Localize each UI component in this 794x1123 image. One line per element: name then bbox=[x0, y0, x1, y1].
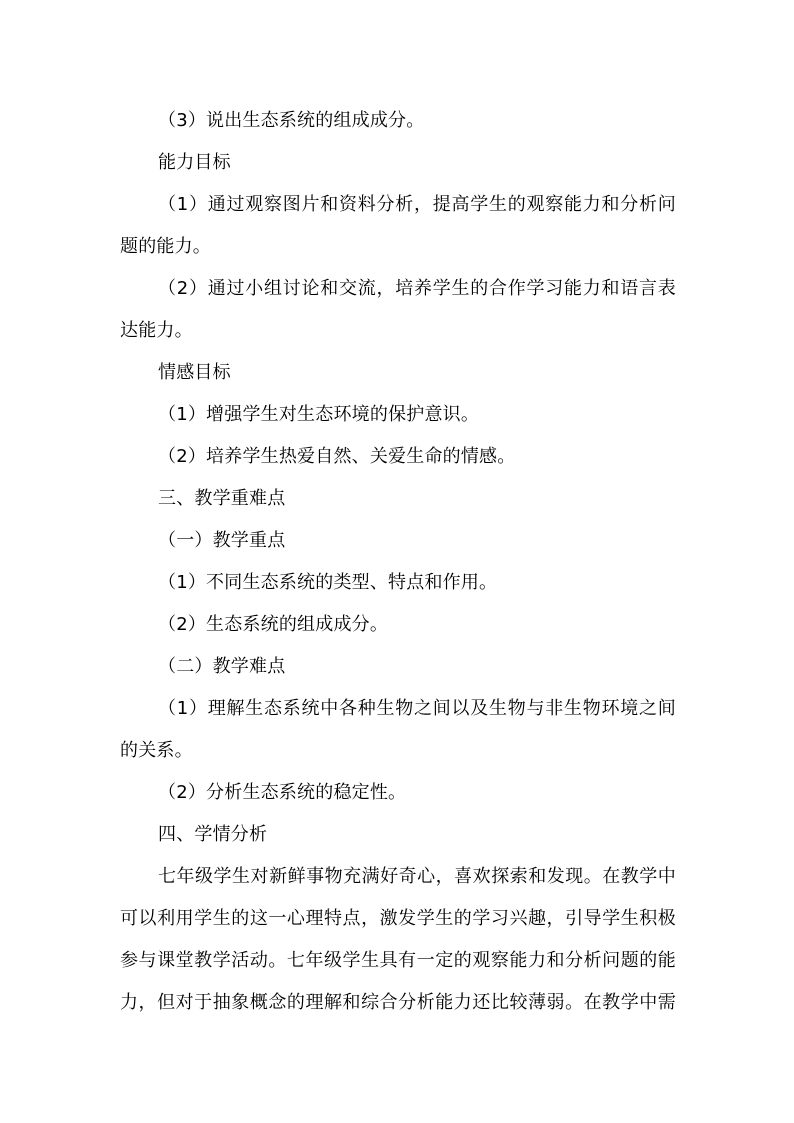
ability-goal-2-line-1: （2）通过小组讨论和交流，培养学生的合作学习能力和语言表 bbox=[158, 278, 676, 299]
learner-analysis-line-1: 七年级学生对新鲜事物充满好奇心，喜欢探索和发现。在教学中 bbox=[158, 866, 676, 887]
difficult-point-1-line-1: （1）理解生态系统中各种生物之间以及生物与非生物环境之间 bbox=[158, 698, 676, 719]
subheading-key-points: （一）教学重点 bbox=[158, 530, 286, 551]
ability-goal-2-line-2: 达能力。 bbox=[120, 320, 193, 341]
key-point-2: （2）生态系统的组成成分。 bbox=[158, 614, 389, 635]
emotion-goal-1: （1）增强学生对生态环境的保护意识。 bbox=[158, 404, 480, 425]
ability-goal-1-line-2: 题的能力。 bbox=[120, 236, 211, 257]
section-heading-key-difficult-points: 三、教学重难点 bbox=[158, 488, 286, 509]
key-point-1: （1）不同生态系统的类型、特点和作用。 bbox=[158, 572, 498, 593]
difficult-point-2: （2）分析生态系统的稳定性。 bbox=[158, 782, 407, 803]
learner-analysis-line-4: 力，但对于抽象概念的理解和综合分析能力还比较薄弱。在教学中需 bbox=[120, 992, 676, 1013]
section-heading-ability-goals: 能力目标 bbox=[158, 152, 231, 173]
document-body bbox=[120, 100, 676, 1024]
objective-item-3: （3）说出生态系统的组成成分。 bbox=[158, 110, 425, 131]
emotion-goal-2: （2）培养学生热爱自然、关爱生命的情感。 bbox=[158, 446, 516, 467]
subheading-difficult-points: （二）教学难点 bbox=[158, 656, 286, 677]
section-heading-emotion-goals: 情感目标 bbox=[158, 362, 231, 383]
difficult-point-1-line-2: 的关系。 bbox=[120, 740, 193, 761]
section-heading-learner-analysis: 四、学情分析 bbox=[158, 824, 268, 845]
learner-analysis-line-2: 可以利用学生的这一心理特点，激发学生的学习兴趣，引导学生积极 bbox=[120, 908, 676, 929]
learner-analysis-line-3: 参与课堂教学活动。七年级学生具有一定的观察能力和分析问题的能 bbox=[120, 950, 676, 971]
ability-goal-1-line-1: （1）通过观察图片和资料分析，提高学生的观察能力和分析问 bbox=[158, 194, 676, 215]
